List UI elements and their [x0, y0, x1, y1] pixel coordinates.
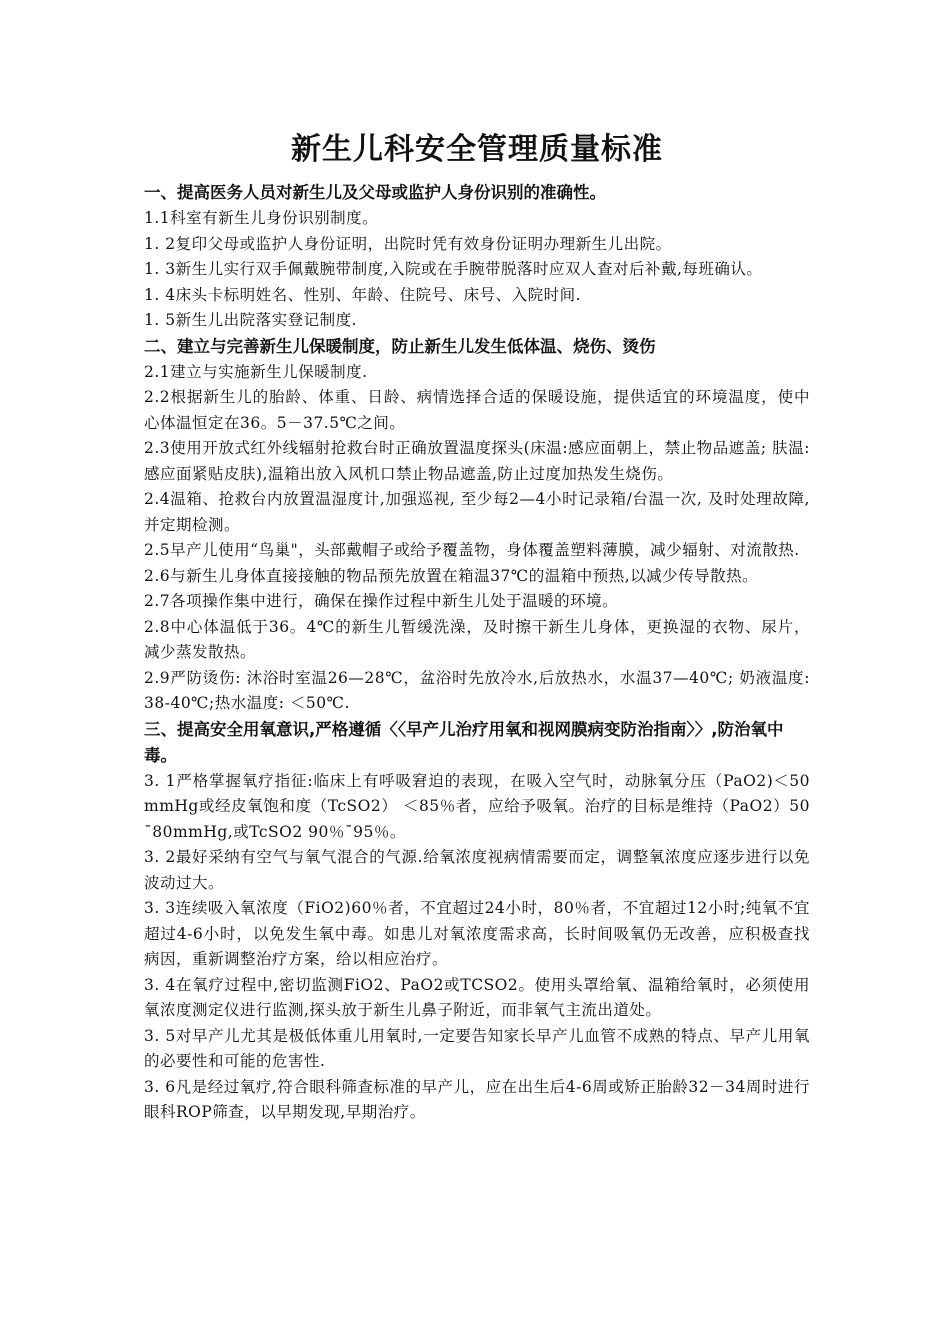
- paragraph-3-4: 3. 4在氧疗过程中,密切监测FiO2、PaO2或TCSO2。使用头罩给氧、温箱给氧时，必须使用氧浓度测定仪进行监测,探头放于新生儿鼻子附近，而非氧气主流出道处。: [144, 975, 810, 1019]
- paragraph-2-5: 2.5早产儿使用“鸟巢"，头部戴帽子或给予覆盖物，身体覆盖塑料薄膜，减少辐射、对流散热.: [144, 541, 800, 559]
- paragraph-3-2: 3. 2最好采纳有空气与氧气混合的气源.给氧浓度视病情需要而定，调整氧浓度应逐步进行以免波动过大。: [144, 848, 810, 892]
- paragraph-3-3: 3. 3连续吸入氧浓度（FiO2)60％者，不宜超过24小时，80％者，不宜超过12小时;纯氧不宜超过4-6小时，以免发生氧中毒。如患儿对氧浓度需求高，长时间吸氧仍无改善，应积极查找病因，重新调整治疗方案，给以相应治疗。: [144, 899, 810, 968]
- section-2: [144, 334, 810, 717]
- paragraph-1-2: 1. 2复印父母或监护人身份证明，出院时凭有效身份证明办理新生儿出院。: [144, 234, 672, 253]
- paragraph-2-9: 2.9严防烫伤: 沐浴时室温26—28℃，盆浴时先放冷水,后放热水，水温37—40℃; 奶液温度: 38-40℃;热水温度: ＜50℃.: [144, 668, 810, 712]
- paragraph-2-2: 2.2根据新生儿的胎龄、体重、日龄、病情选择合适的保暖设施，提供适宜的环境温度，使中心体温恒定在36。5－37.5℃之间。: [144, 388, 810, 432]
- paragraph-1-3: 1. 3新生儿实行双手佩戴腕带制度,入院或在手腕带脱落时应双人查对后补戴,每班确认。: [144, 260, 763, 278]
- paragraph-2-1: 2.1建立与实施新生儿保暖制度.: [144, 362, 368, 381]
- paragraph-2-3: 2.3使用开放式红外线辐射抢救台时正确放置温度探头(床温:感应面朝上，禁止物品遮盖; 肤温: 感应面紧贴皮肤),温箱出放入风机口禁止物品遮盖,防止过度加热发生烧伤。: [144, 439, 810, 483]
- section-3: [144, 717, 810, 1126]
- section-1: [144, 180, 810, 334]
- paragraph-2-7: 2.7各项操作集中进行，确保在操作过程中新生儿处于温暖的环境。: [144, 592, 619, 610]
- paragraph-3-1: 3. 1严格掌握氧疗指征:临床上有呼吸窘迫的表现，在吸入空气时，动脉氧分压（PaO2)＜50mmHg或经皮氧饱和度（TcSO2） ＜85％者，应给予吸氧。治疗的目标是维持（PaO2）50¯80mmHg,或TcSO2 90％¯95％。: [144, 771, 810, 841]
- document-title: 新生儿科安全管理质量标准: [291, 132, 663, 167]
- document-page: [144, 128, 810, 1126]
- paragraph-2-4: 2.4温箱、抢救台内放置温湿度计,加强巡视, 至少每2—4小时记录箱/台温一次, 及时处理故障, 并定期检测。: [144, 490, 810, 534]
- section-heading: 二、建立与完善新生儿保暖制度，防止新生儿发生低体温、烧伤、烫伤: [144, 336, 656, 356]
- section-heading: 三、提高安全用氧意识,严格遵循〈〈早产儿治疗用氧和视网膜病变防治指南〉〉,防治氧中毒。: [144, 719, 784, 765]
- section-heading: 一、提高医务人员对新生儿及父母或监护人身份识别的准确性。: [144, 183, 606, 202]
- paragraph-1-1: 1.1科室有新生儿身份识别制度。: [144, 209, 379, 227]
- paragraph-2-6: 2.6与新生儿身体直接接触的物品预先放置在箱温37℃的温箱中预热,以减少传导散热。: [144, 566, 759, 585]
- paragraph-2-8: 2.8中心体温低于36。4℃的新生儿暂缓洗澡，及时擦干新生儿身体，更换湿的衣物、尿片，减少蒸发散热。: [144, 617, 810, 661]
- paragraph-3-5: 3. 5对早产儿尤其是极低体重儿用氧时,一定要告知家长早产儿血管不成熟的特点、早产儿用氧的必要性和可能的危害性.: [144, 1026, 810, 1070]
- paragraph-1-4: 1. 4床头卡标明姓名、性别、年龄、住院号、床号、入院时间.: [144, 285, 582, 304]
- paragraph-3-6: 3. 6凡是经过氧疗,符合眼科筛查标准的早产儿，应在出生后4-6周或矫正胎龄32－34周时进行眼科ROP筛查，以早期发现,早期治疗。: [144, 1077, 810, 1121]
- paragraph-1-5: 1. 5新生儿出院落实登记制度.: [144, 311, 358, 329]
